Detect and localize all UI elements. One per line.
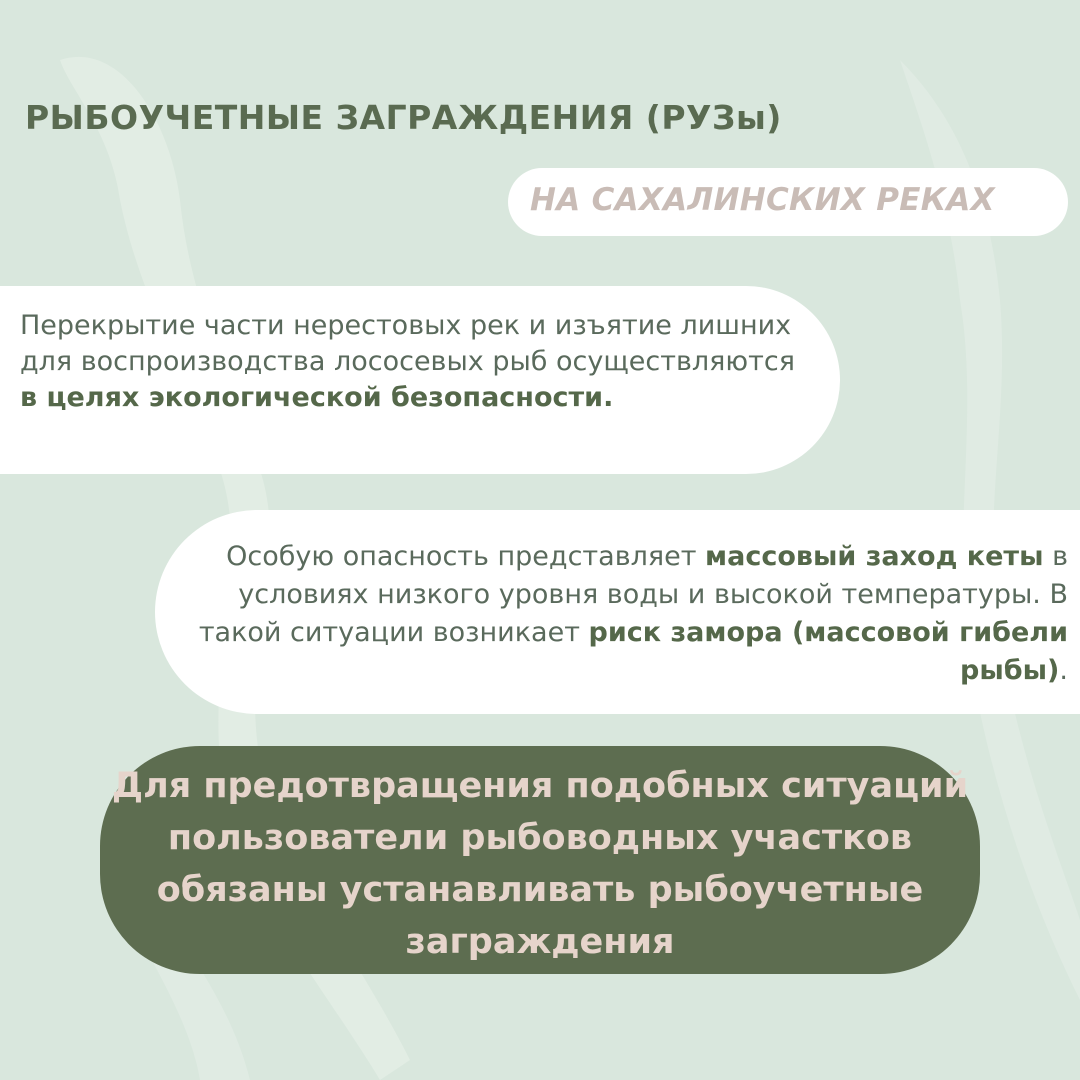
info-card-2-plain-2: в условиях низкого уровня воды и высокой температуры. В такой ситуации возникает	[198, 541, 1068, 648]
info-card-2-plain-1: Особую опасность представляет	[226, 541, 706, 572]
page-title: РЫБОУЧЕТНЫЕ ЗАГРАЖДЕНИЯ (РУЗы)	[25, 98, 782, 137]
info-card-2	[155, 510, 1080, 714]
info-card-1-plain: Перекрытие части нерестовых рек и изъятие лишних для воспроизводства лососевых рыб осуществляются	[20, 310, 795, 377]
info-card-2-bold-2: риск замора (массовой гибели рыбы)	[588, 617, 1068, 686]
subtitle-text: НА САХАЛИНСКИХ РЕКАХ	[530, 182, 995, 218]
info-card-2-plain-3: .	[1059, 655, 1068, 686]
info-card-1-text	[20, 308, 800, 416]
info-card-1-bold: в целях экологической безопасности.	[20, 382, 614, 413]
callout-text: Для предотвращения подобных ситуаций пользователи рыбоводных участков обязаны устанавливать рыбоучетные заграждения	[111, 766, 969, 962]
subtitle-pill	[508, 168, 1068, 236]
info-card-2-text	[188, 538, 1068, 690]
callout-card	[100, 746, 980, 974]
info-card-1	[0, 286, 840, 474]
info-card-2-bold-1: массовый заход кеты	[705, 541, 1044, 572]
